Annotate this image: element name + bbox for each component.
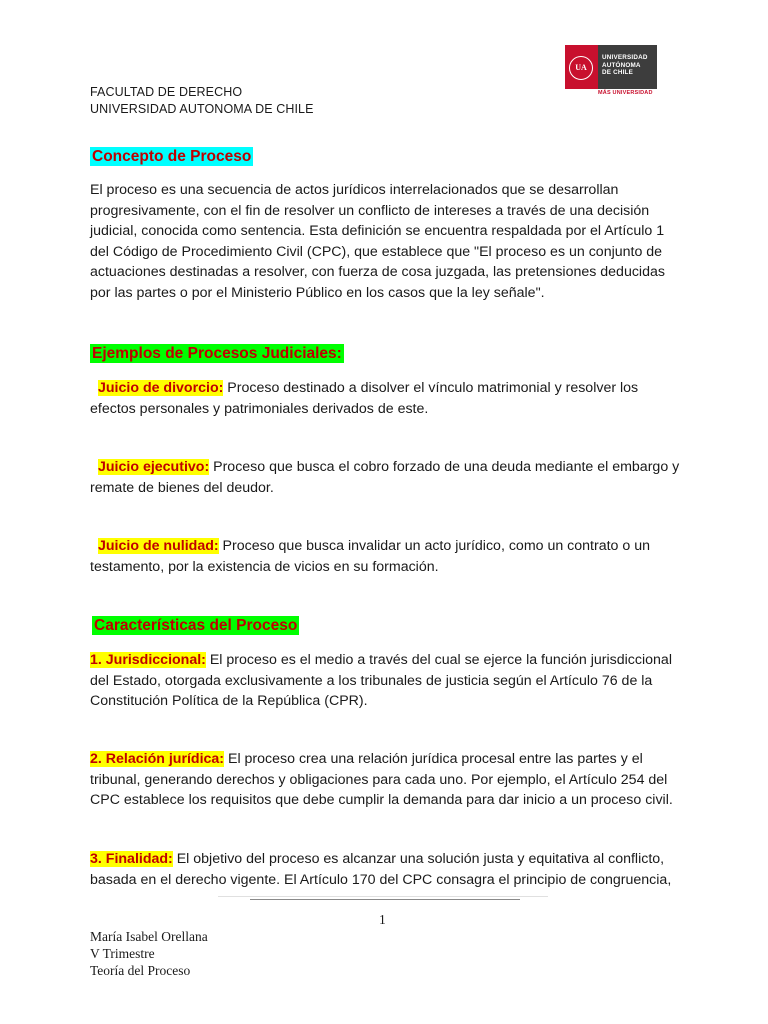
example-text: Proceso destinado a disolver el vínculo matrimonial y resolver los efectos personales y patrimoniales derivados de este. <box>90 380 639 417</box>
faculty-label: FACULTAD DE DERECHO <box>90 85 243 99</box>
example-item <box>90 536 670 577</box>
example-item <box>90 378 680 419</box>
footer-term: V Trimestre <box>90 946 155 961</box>
characteristic-term: 2. Relación jurídica: <box>90 751 225 767</box>
characteristic-term: 3. Finalidad: <box>90 851 173 867</box>
example-term: Juicio de nulidad: <box>98 538 219 554</box>
characteristic-text: El objetivo del proceso es alcanzar una solución justa y equitativa al conflicto, basada en el derecho vigente. El Artículo 170 del CPC consagra el principio de congruencia, <box>90 851 672 888</box>
logo-initials: UA <box>569 56 593 80</box>
footer-divider-inner <box>250 899 520 900</box>
footer-author: María Isabel Orellana <box>90 929 208 944</box>
section-title-ejemplos: Ejemplos de Procesos Judiciales: <box>92 345 342 362</box>
university-label: UNIVERSIDAD AUTONOMA DE CHILE <box>90 102 314 116</box>
logo-tagline: MÁS UNIVERSIDAD <box>598 90 653 96</box>
example-text: Proceso que busca el cobro forzado de una deuda mediante el embargo y remate de bienes del deudor. <box>90 459 680 496</box>
footer-divider <box>218 896 548 897</box>
logo-wordmark <box>598 45 657 89</box>
page-number: 1 <box>379 912 386 927</box>
characteristic-text: El proceso es el medio a través del cual se ejerce la función jurisdiccional del Estado, otorgada exclusivamente a los tribunales de justicia según el Artículo 76 de la Constitución Política de la República (CPR). <box>90 652 672 709</box>
characteristic-item <box>90 650 678 712</box>
logo-line2: AUTÓNOMA <box>602 61 641 69</box>
section-title-concepto: Concepto de Proceso <box>92 148 252 165</box>
example-term: Juicio ejecutivo: <box>98 459 210 475</box>
logo-emblem <box>565 45 598 89</box>
section-title-caracteristicas: Características del Proceso <box>94 617 298 634</box>
logo-line1: UNIVERSIDAD <box>602 54 648 61</box>
characteristic-item <box>90 749 684 811</box>
university-logo <box>565 45 657 89</box>
characteristic-term: 1. Jurisdiccional: <box>90 652 206 668</box>
characteristic-item <box>90 849 686 891</box>
footer-course: Teoría del Proceso <box>90 963 191 978</box>
example-item <box>90 457 686 498</box>
characteristic-text: El proceso crea una relación jurídica procesal entre las partes y el tribunal, generando derechos y obligaciones para cada uno. Por ejemplo, el Artículo 254 del CPC establece los requisitos que debe cumplir la demanda para dar inicio a un proceso civil. <box>90 751 673 808</box>
example-text: Proceso que busca invalidar un acto jurídico, como un contrato o un testamento, por la existencia de vicios en su formación. <box>90 538 651 575</box>
logo-line3: DE CHILE <box>602 69 633 76</box>
example-term: Juicio de divorcio: <box>98 380 224 396</box>
concepto-paragraph: El proceso es una secuencia de actos jurídicos interrelacionados que se desarrollan progresivamente, con el fin de resolver un conflicto de intereses a través de una decisión judicial, conocida como sentencia. Esta definición se encuentra respaldada por el Artículo 1 del Código de Procedimiento Civil (CPC), que establece que "El proceso es un conjunto de actuaciones destinadas a resolver, con fuerza de cosa juzgada, las pretensiones deducidas por las partes o por el Ministerio Público en los casos que la ley señale". <box>90 182 665 301</box>
